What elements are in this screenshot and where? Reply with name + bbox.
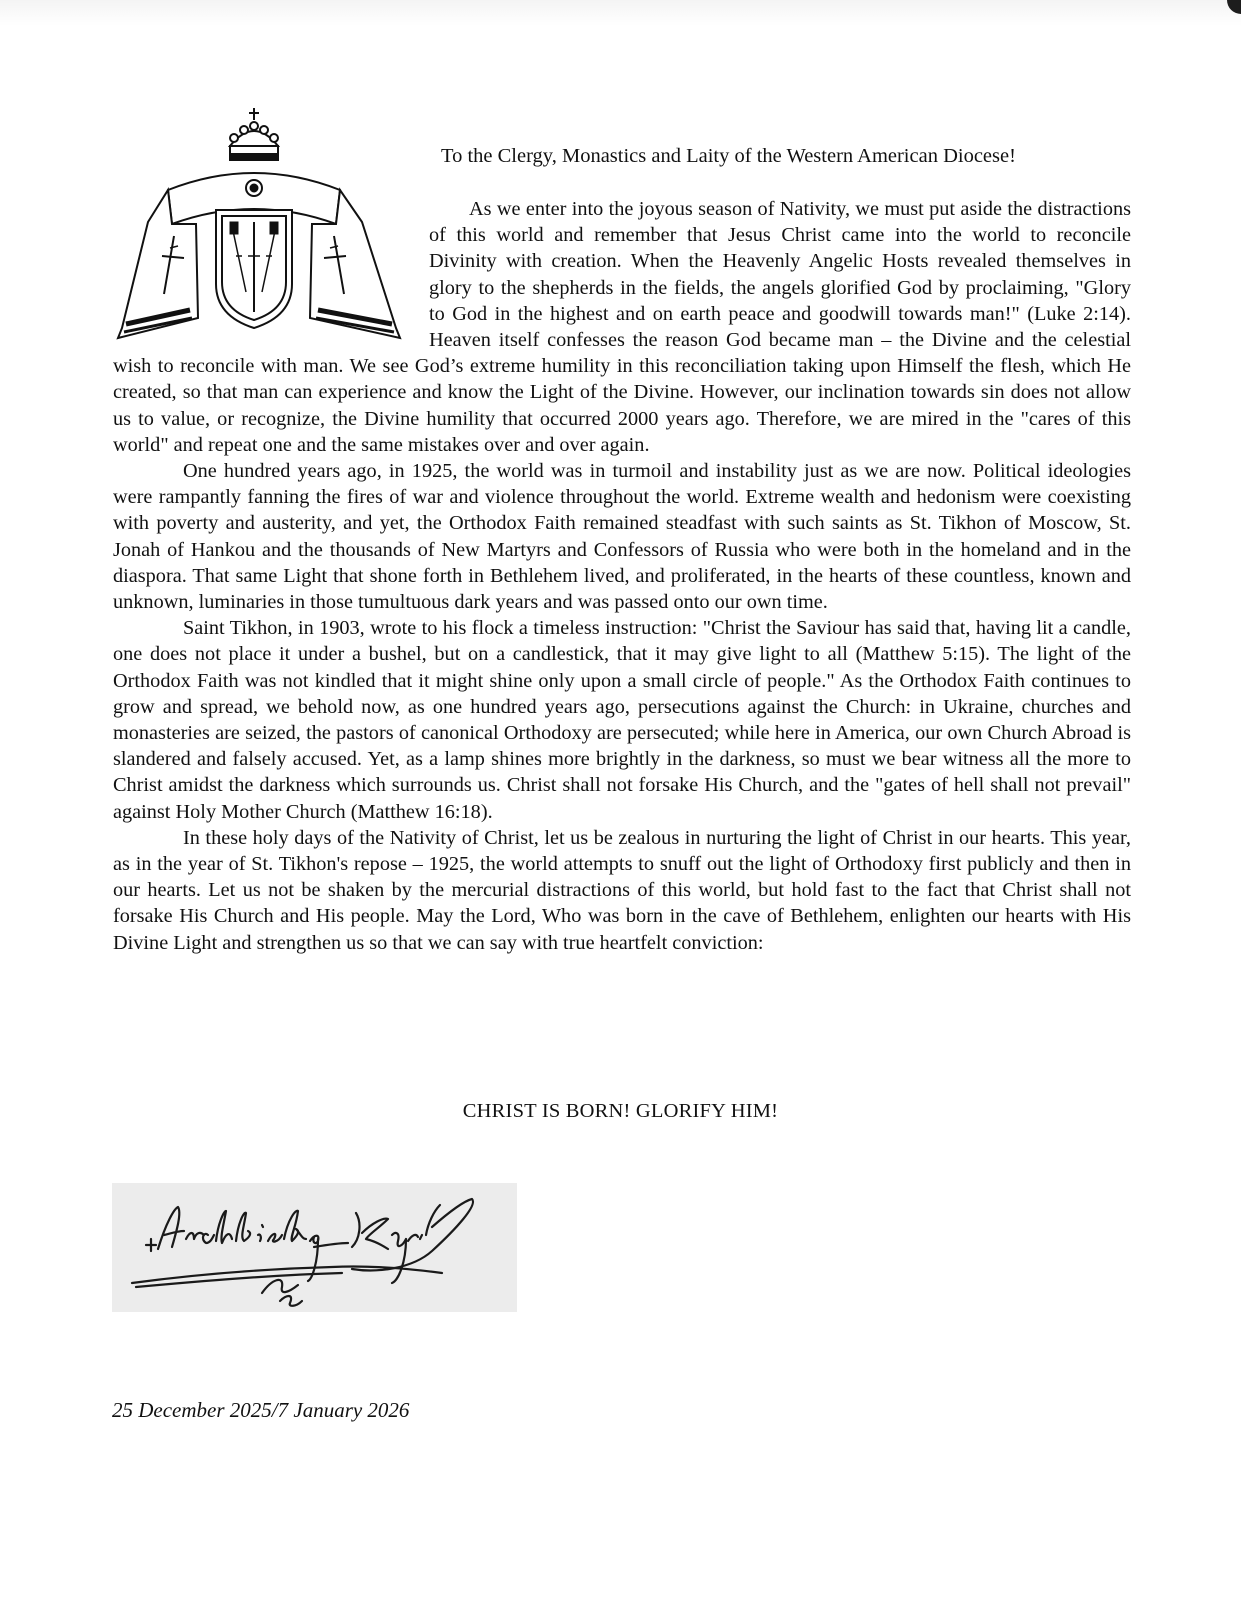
- body-paragraph: As we enter into the joyous season of Nativity, we must put aside the distractions of this world and remember that Jesus Christ came into the world to reconcile Divinity with creation. When the Heavenly Angelic Hosts revealed themselves in glory to the shepherds in the fields, the angels glorified God by proclaiming, "Glory to God in the highest and on earth peace and goodwill towards man!" (Luke 2:14). Heaven itself confesses the reason God became man – the Divine and the celestial wish to reconcile with man. We see God’s extreme humility in this reconciliation taking upon Himself the flesh, which He created, so that man can experience and know the Light of the Divine. However, our inclination towards sin does not allow us to value, or recognize, the Divine humility that occurred 2000 years ago. Therefore, we are mired in the "cares of this world" and repeat one and the same mistakes over and over again.: [113, 198, 1131, 456]
- letter-address: To the Clergy, Monastics and Laity of the Western American Diocese!: [441, 145, 1016, 167]
- closing-acclamation: [0, 1100, 1241, 1123]
- body-paragraph: One hundred years ago, in 1925, the world was in turmoil and instability just as we are now. Political ideologies were rampantly fanning the fires of war and violence throughout the world. Extreme wealth and hedonism were coexisting with poverty and austerity, and yet, the Orthodox Faith remained steadfast with such saints as St. Tikhon of Moscow, St. Jonah of Hankou and the thousands of New Martyrs and Confessors of Russia who were both in the homeland and in the diaspora. That same Light that shone forth in Bethlehem lived, and proliferated, in the hearts of these countless, known and unknown, luminaries in those tumultuous dark years and was passed onto our own time.: [113, 460, 1131, 614]
- letter-date: 25 December 2025/7 January 2026: [112, 1398, 410, 1422]
- body-paragraph: Saint Tikhon, in 1903, wrote to his flock a timeless instruction: "Christ the Saviour has said that, having lit a candle, one does not place it under a bushel, but on a candlestick, that it may give light to all (Matthew 5:15). The light of the Orthodox Faith was not kindled that it might shine only upon a small circle of people." As the Orthodox Faith continues to grow and spread, we behold now, as one hundred years ago, persecutions against the Church: in Ukraine, churches and monasteries are seized, the pastors of canonical Orthodoxy are persecuted; while here in America, our own Church Abroad is slandered and falsely accused. Yet, as a lamp shines more brightly in the darkness, so must we bear witness all the more to Christ amidst the darkness which surrounds us. Christ shall not forsake His Church, and the "gates of hell shall not prevail" against Holy Mother Church (Matthew 16:18).: [113, 617, 1131, 823]
- signature-image: [112, 1183, 517, 1312]
- closing-text: CHRIST IS BORN! GLORIFY HIM!: [462, 1100, 779, 1122]
- body-paragraph: In these holy days of the Nativity of Christ, let us be zealous in nurturing the light of Christ in our hearts. This year, as in the year of St. Tikhon's repose – 1925, the world attempts to snuff out the light of Orthodoxy first publicly and then in our hearts. Let us not be shaken by the mercurial distractions of this world, but hold fast to the fact that Christ shall not forsake His Church and His people. May the Lord, Who was born in the cave of Bethlehem, enlighten our hearts with His Divine Light and strengthen us so that we can say with true heartfelt conviction:: [113, 826, 1131, 954]
- crest-space: [113, 196, 429, 346]
- letter-body: [113, 196, 1131, 956]
